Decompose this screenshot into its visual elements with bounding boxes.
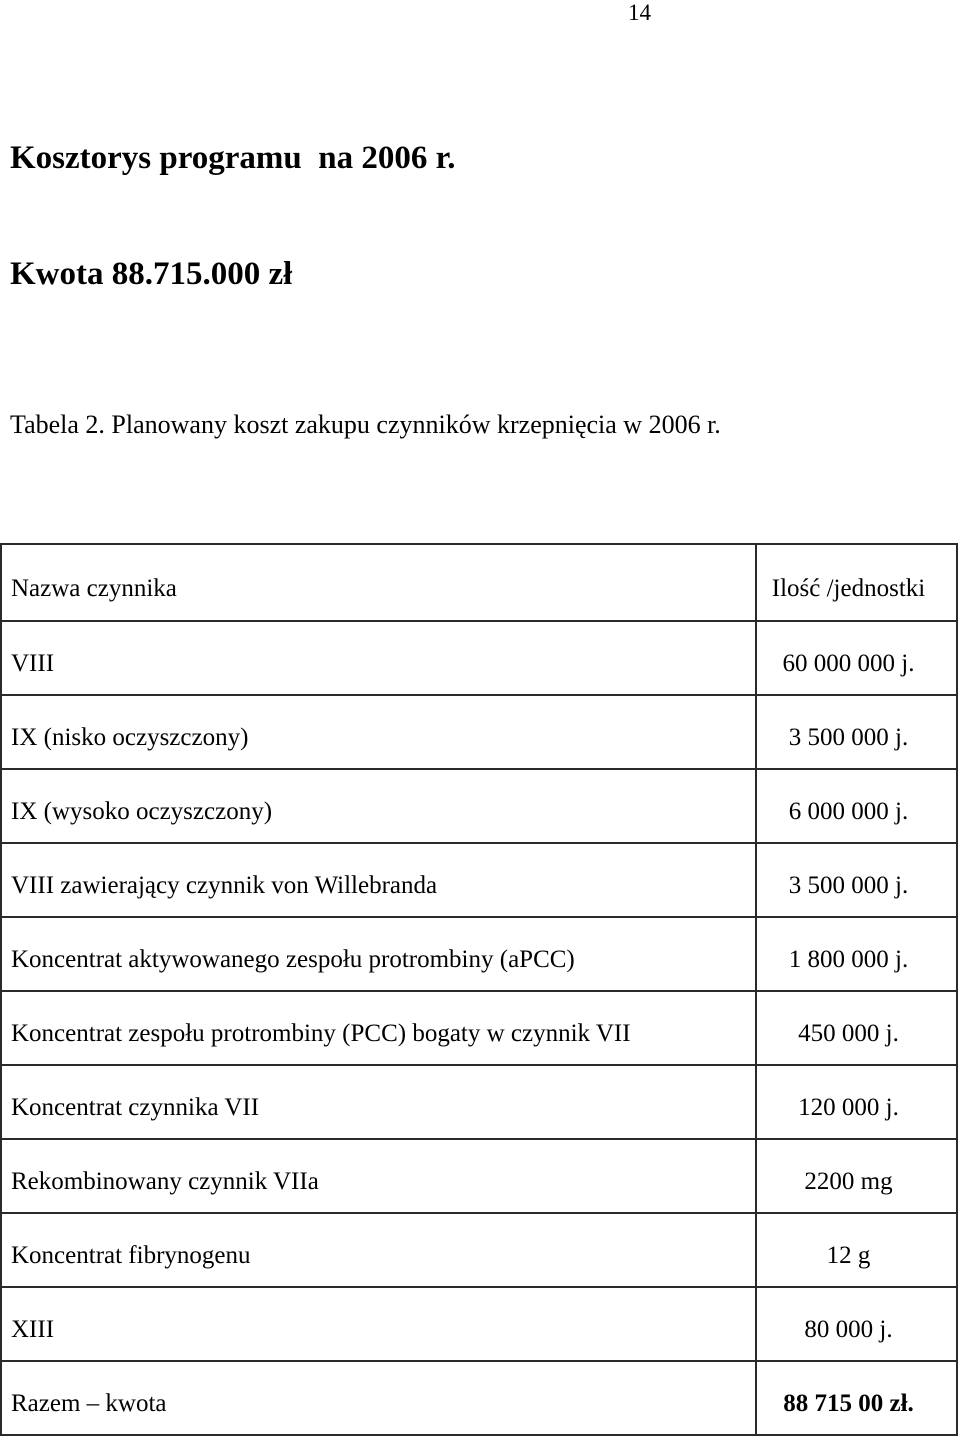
page-number: 14 — [628, 0, 651, 25]
table-row — [1, 843, 957, 917]
factor-name-cell: Koncentrat zespołu protrombiny (PCC) bogaty w czynnik VII — [1, 991, 756, 1065]
table-header-row — [1, 544, 957, 621]
table-row — [1, 769, 957, 843]
table-row — [1, 991, 957, 1065]
factor-name-cell: IX (wysoko oczyszczony) — [1, 769, 756, 843]
document-title: Kosztorys programu na 2006 r. — [10, 140, 456, 176]
table-row — [1, 1287, 957, 1361]
quantity-cell: 450 000 j. — [756, 991, 957, 1065]
quantity-cell: 3 500 000 j. — [756, 695, 957, 769]
table-row — [1, 695, 957, 769]
quantity-cell: 12 g — [756, 1213, 957, 1287]
total-amount-heading: Kwota 88.715.000 zł — [10, 256, 293, 292]
factor-name-cell: Koncentrat fibrynogenu — [1, 1213, 756, 1287]
table-total-row — [1, 1361, 957, 1435]
quantity-cell: 2200 mg — [756, 1139, 957, 1213]
total-value-cell: 88 715 00 zł. — [756, 1361, 957, 1435]
quantity-cell: 1 800 000 j. — [756, 917, 957, 991]
table-row — [1, 1065, 957, 1139]
cost-table — [0, 543, 958, 1436]
table-head — [1, 544, 957, 621]
factor-name-cell: VIII — [1, 621, 756, 695]
column-header-name: Nazwa czynnika — [1, 544, 756, 621]
factor-name-cell: XIII — [1, 1287, 756, 1361]
quantity-cell: 3 500 000 j. — [756, 843, 957, 917]
column-header-quantity: Ilość /jednostki — [756, 544, 957, 621]
factor-name-cell: IX (nisko oczyszczony) — [1, 695, 756, 769]
factor-name-cell: Koncentrat czynnika VII — [1, 1065, 756, 1139]
table-row — [1, 917, 957, 991]
factor-name-cell: Rekombinowany czynnik VIIa — [1, 1139, 756, 1213]
quantity-cell: 80 000 j. — [756, 1287, 957, 1361]
table-caption: Tabela 2. Planowany koszt zakupu czynników krzepnięcia w 2006 r. — [10, 410, 721, 439]
total-label-cell: Razem – kwota — [1, 1361, 756, 1435]
table-row — [1, 1139, 957, 1213]
factor-name-cell: Koncentrat aktywowanego zespołu protrombiny (aPCC) — [1, 917, 756, 991]
quantity-cell: 120 000 j. — [756, 1065, 957, 1139]
table-row — [1, 621, 957, 695]
quantity-cell: 60 000 000 j. — [756, 621, 957, 695]
table-body — [1, 621, 957, 1435]
quantity-cell: 6 000 000 j. — [756, 769, 957, 843]
factor-name-cell: VIII zawierający czynnik von Willebranda — [1, 843, 756, 917]
table-row — [1, 1213, 957, 1287]
